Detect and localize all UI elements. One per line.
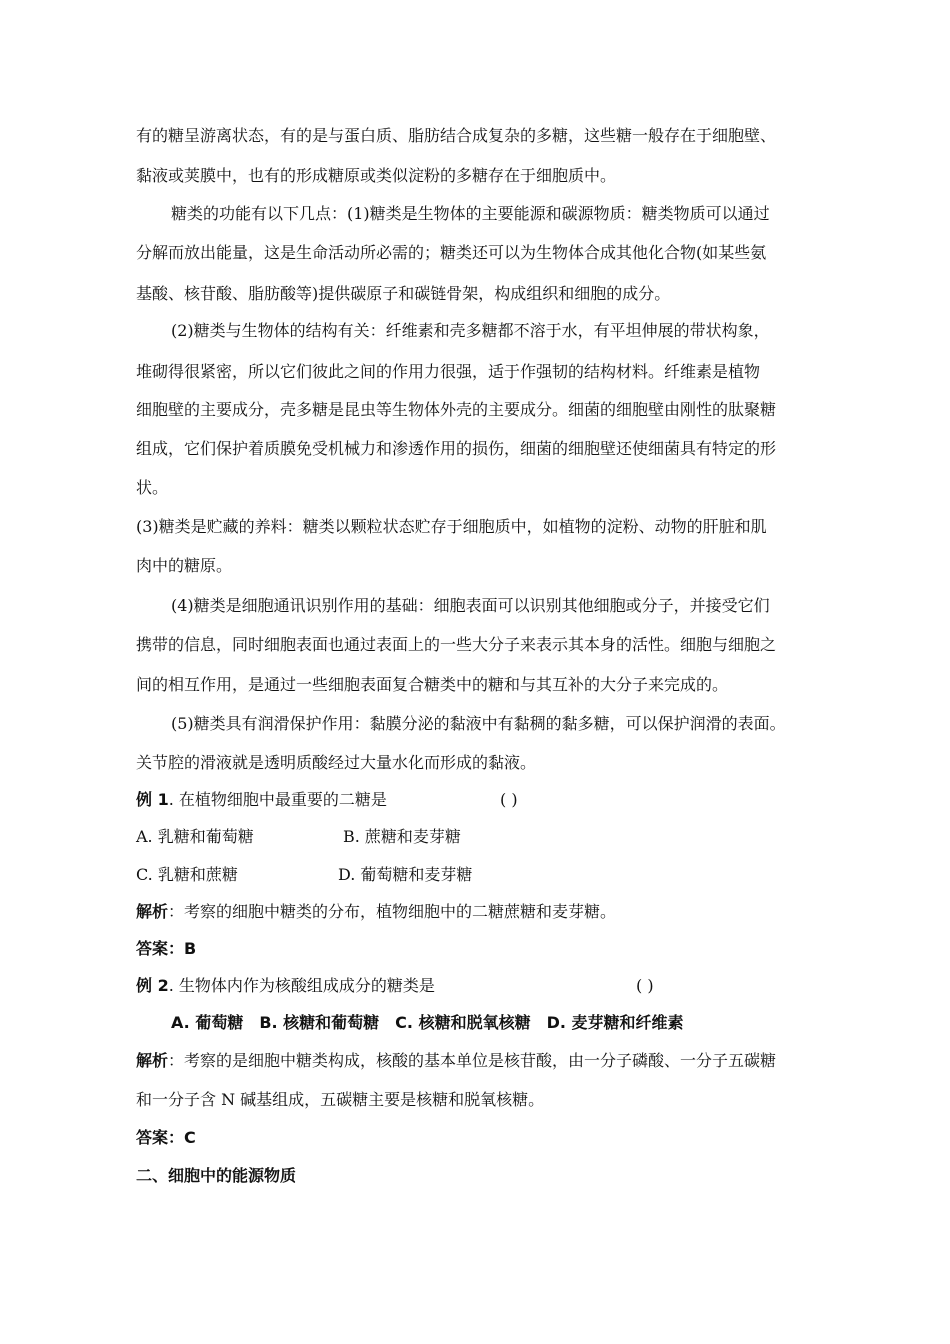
paragraph-line: 间的相互作用，是通过一些细胞表面复合糖类中的糖和与其互补的大分子来完成的。 bbox=[136, 675, 729, 694]
example-1-option-a: A. 乳糖和葡萄糖 bbox=[136, 827, 254, 846]
example-2-label: 例 2 bbox=[136, 976, 169, 995]
paragraph-line: 有的糖呈游离状态，有的是与蛋白质、脂肪结合成复杂的多糖，这些糖一般存在于细胞壁、 bbox=[136, 126, 777, 145]
paragraph-line: 肉中的糖原。 bbox=[136, 556, 233, 575]
example-1-analysis-text: ：考察的细胞中糖类的分布，植物细胞中的二糖蔗糖和麦芽糖。 bbox=[168, 902, 617, 921]
example-1-option-c: C. 乳糖和蔗糖 bbox=[136, 865, 238, 884]
paragraph-line: 关节腔的滑液就是透明质酸经过大量水化而形成的黏液。 bbox=[136, 753, 537, 772]
example-1-option-d: D. 葡萄糖和麦芽糖 bbox=[338, 865, 473, 884]
paragraph-line: 黏液或荚膜中，也有的形成糖原或类似淀粉的多糖存在于细胞质中。 bbox=[136, 166, 617, 185]
example-2-answer-bracket: ( ) bbox=[636, 976, 654, 995]
paragraph-line: 细胞壁的主要成分，壳多糖是昆虫等生物体外壳的主要成分。细菌的细胞壁由刚性的肽聚糖 bbox=[136, 400, 777, 419]
paragraph-line: 糖类的功能有以下几点：(1)糖类是生物体的主要能源和碳源物质：糖类物质可以通过 bbox=[171, 204, 770, 223]
example-2-analysis-text: ：考察的是细胞中糖类构成，核酸的基本单位是核苷酸，由一分子磷酸、一分子五碳糖 bbox=[168, 1051, 777, 1070]
paragraph-line: (5)糖类具有润滑保护作用：黏膜分泌的黏液中有黏稠的黏多糖，可以保护润滑的表面。 bbox=[171, 714, 786, 733]
example-1-label: 例 1 bbox=[136, 790, 169, 809]
example-1-question-text: . 在植物细胞中最重要的二糖是 bbox=[168, 790, 387, 809]
example-1-answer-bracket: ( ) bbox=[500, 790, 518, 809]
paragraph-line: 组成，它们保护着质膜免受机械力和渗透作用的损伤，细菌的细胞壁还使细菌具有特定的形 bbox=[136, 439, 777, 458]
paragraph-line: 分解而放出能量，这是生命活动所必需的；糖类还可以为生物体合成其他化合物(如某些氨 bbox=[136, 243, 767, 262]
paragraph-line: 基酸、核苷酸、脂肪酸等)提供碳原子和碳链骨架，构成组织和细胞的成分。 bbox=[136, 284, 671, 303]
paragraph-line: (2)糖类与生物体的结构有关：纤维素和壳多糖都不溶于水，有平坦伸展的带状构象， bbox=[171, 321, 770, 340]
example-2-answer: 答案：C bbox=[136, 1128, 196, 1147]
example-2-question-text: . 生物体内作为核酸组成成分的糖类是 bbox=[168, 976, 435, 995]
section-heading: 二、细胞中的能源物质 bbox=[136, 1166, 297, 1185]
example-2-analysis-line: 和一分子含 N 碱基组成，五碳糖主要是核糖和脱氧核糖。 bbox=[136, 1090, 545, 1109]
example-2-analysis-label: 解析 bbox=[136, 1051, 169, 1070]
example-1-analysis bbox=[136, 901, 836, 923]
example-1-question bbox=[136, 789, 836, 811]
example-1-answer: 答案：B bbox=[136, 939, 197, 958]
example-2-question bbox=[136, 975, 836, 997]
example-2-options: A. 葡萄糖 B. 核糖和葡萄糖 C. 核糖和脱氧核糖 D. 麦芽糖和纤维素 bbox=[171, 1013, 684, 1032]
paragraph-line: (4)糖类是细胞通讯识别作用的基础：细胞表面可以识别其他细胞或分子，并接受它们 bbox=[171, 596, 770, 615]
paragraph-line: 堆砌得很紧密，所以它们彼此之间的作用力很强，适于作强韧的结构材料。纤维素是植物 bbox=[136, 362, 761, 381]
paragraph-line: (3)糖类是贮藏的养料：糖类以颗粒状态贮存于细胞质中，如植物的淀粉、动物的肝脏和肌 bbox=[136, 517, 767, 536]
paragraph-line: 状。 bbox=[136, 478, 169, 497]
paragraph-line: 携带的信息，同时细胞表面也通过表面上的一些大分子来表示其本身的活性。细胞与细胞之 bbox=[136, 635, 777, 654]
example-1-option-b: B. 蔗糖和麦芽糖 bbox=[343, 827, 461, 846]
example-1-analysis-label: 解析 bbox=[136, 902, 169, 921]
example-2-analysis bbox=[136, 1050, 836, 1072]
